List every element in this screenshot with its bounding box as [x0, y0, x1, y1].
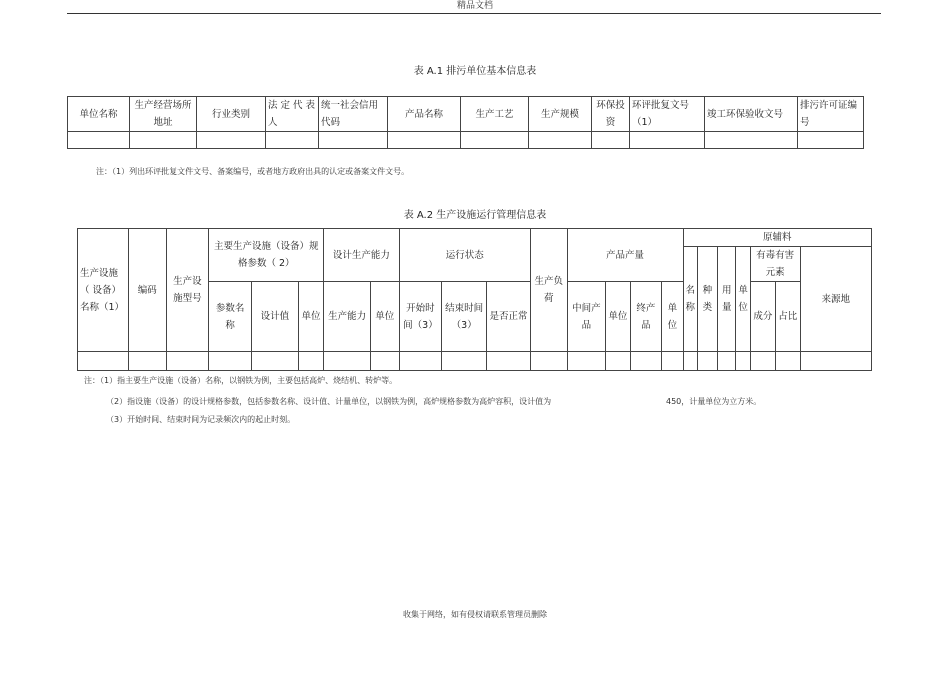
col-env-invest: 环保投资: [592, 97, 630, 132]
table2-note-3: （3）开始时间、结束时间为记录频次内的起止时刻。: [106, 415, 296, 424]
table2-header-row-1: [78, 229, 872, 247]
table-cell[interactable]: [592, 132, 630, 149]
col-model: 生产设施型号: [166, 229, 209, 352]
col-final-product: 终产品: [630, 282, 662, 352]
col-unit-name: 单位名称: [68, 97, 130, 132]
col-intermediate-product: 中间产品: [567, 282, 606, 352]
table-cell[interactable]: [78, 352, 129, 371]
table-cell[interactable]: [606, 352, 630, 371]
table2-note-2: （2）指设施（设备）的设计规格参数，包括参数名称、设计值、计量单位，以钢铁为例，高炉规格参数为高炉容积，设计值为: [106, 397, 552, 406]
table-cell[interactable]: [399, 352, 442, 371]
table-cell[interactable]: [128, 352, 166, 371]
col-capacity-unit: 单位: [371, 282, 400, 352]
table-cell[interactable]: [683, 352, 697, 371]
col-is-normal: 是否正常: [487, 282, 531, 352]
col-acceptance-number: 竣工环保验收文号: [705, 97, 798, 132]
table-cell[interactable]: [298, 352, 323, 371]
table2-note-2-cont: 450，计量单位为立方米。: [666, 397, 762, 406]
col-dosage: 用量: [718, 247, 736, 352]
table-cell[interactable]: [442, 352, 487, 371]
page-header: [0, 0, 950, 14]
table-cell[interactable]: [776, 352, 800, 371]
table-cell[interactable]: [319, 132, 388, 149]
table-cell[interactable]: [705, 132, 798, 149]
col-material-type: 种类: [697, 247, 717, 352]
col-share: 占比: [776, 282, 800, 352]
col-param-name: 参数名称: [209, 282, 252, 352]
table-cell[interactable]: [567, 352, 606, 371]
table2: [77, 228, 872, 371]
table-cell[interactable]: [630, 132, 705, 149]
table-cell[interactable]: [324, 352, 371, 371]
table-cell[interactable]: [130, 132, 197, 149]
table-cell[interactable]: [530, 352, 567, 371]
table-cell[interactable]: [736, 352, 750, 371]
table1-header-row: [68, 97, 864, 132]
header-text: 精品文档: [456, 1, 493, 11]
col-product-name: 产品名称: [388, 97, 461, 132]
table-cell[interactable]: [487, 352, 531, 371]
col-legal-rep: 法 定 代 表人: [266, 97, 319, 132]
col-run-status: 运行状态: [399, 229, 530, 282]
table-cell[interactable]: [252, 352, 299, 371]
col-start-time: 开始时间（3）: [399, 282, 442, 352]
col-load: 生产负荷: [530, 229, 567, 352]
table-cell[interactable]: [266, 132, 319, 149]
table-cell[interactable]: [798, 132, 864, 149]
col-toxic-elements: 有毒有害元素: [750, 247, 800, 282]
col-spec-params: 主要生产设施（设备）规格参数（ 2）: [209, 229, 324, 282]
col-design-value: 设计值: [252, 282, 299, 352]
col-end-time: 结束时间（3）: [442, 282, 487, 352]
table-cell[interactable]: [371, 352, 400, 371]
col-capacity: 生产能力: [324, 282, 371, 352]
col-scale: 生产规模: [529, 97, 592, 132]
table-cell[interactable]: [529, 132, 592, 149]
table-cell[interactable]: [750, 352, 775, 371]
col-eia-number: 环评批复文号（1）: [630, 97, 705, 132]
col-origin: 来源地: [800, 247, 871, 352]
col-material-name: 名称: [683, 247, 697, 352]
table-cell[interactable]: [388, 132, 461, 149]
table1-note: 注：（1）列出环评批复文件文号、备案编号，或者地方政府出具的认定或备案文件文号。: [96, 167, 410, 176]
col-process: 生产工艺: [461, 97, 529, 132]
table-cell[interactable]: [630, 352, 662, 371]
col-param-unit: 单位: [298, 282, 323, 352]
table-cell[interactable]: [197, 132, 266, 149]
table-cell[interactable]: [166, 352, 209, 371]
col-material-unit: 单位: [736, 247, 750, 352]
table2-title: 表 A.2 生产设施运行管理信息表: [403, 210, 547, 221]
table-cell[interactable]: [68, 132, 130, 149]
table-cell[interactable]: [800, 352, 871, 371]
col-credit-code: 统一社会信用代码: [319, 97, 388, 132]
table1-empty-row: [68, 132, 864, 149]
table-cell[interactable]: [718, 352, 736, 371]
col-permit-number: 排污许可证编号: [798, 97, 864, 132]
page-footer: 收集于网络，如有侵权请联系管理员删除: [403, 610, 547, 619]
col-intermediate-unit: 单位: [606, 282, 630, 352]
col-component: 成分: [750, 282, 775, 352]
col-output: 产品产量: [567, 229, 683, 282]
col-industry: 行业类别: [197, 97, 266, 132]
col-material: 原辅料: [683, 229, 871, 247]
table1: [67, 96, 864, 149]
table-cell[interactable]: [209, 352, 252, 371]
col-address: 生产经营场所地址: [130, 97, 197, 132]
table2-note-1: 注：（1）指主要生产设施（设备）名称，以钢铁为例，主要包括高炉、烧结机、转炉等。: [84, 376, 398, 385]
header-rule: [67, 13, 881, 14]
table1-title: 表 A.1 排污单位基本信息表: [413, 66, 537, 77]
col-design-capacity: 设计生产能力: [324, 229, 399, 282]
table-cell[interactable]: [662, 352, 683, 371]
table-cell[interactable]: [461, 132, 529, 149]
table-cell[interactable]: [697, 352, 717, 371]
col-final-unit: 单位: [662, 282, 683, 352]
table2-empty-row: [78, 352, 872, 371]
col-code: 编码: [128, 229, 166, 352]
col-facility-name: 生产设施（ 设备）名称（1）: [78, 229, 129, 352]
